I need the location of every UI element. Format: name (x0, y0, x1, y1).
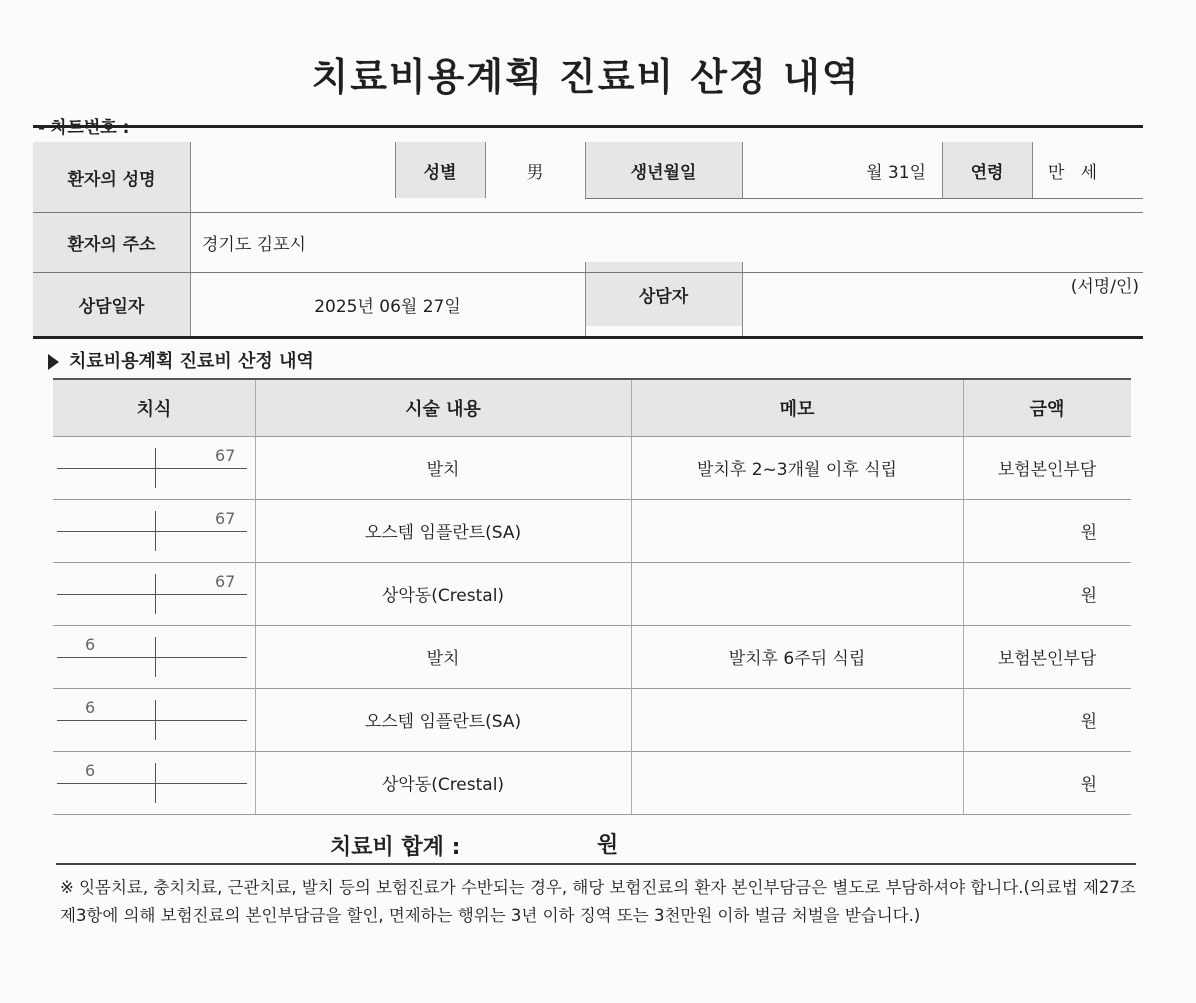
memo-cell (631, 562, 963, 625)
age-label: 연령 (942, 142, 1032, 198)
memo-cell: 발치후 6주뒤 식립 (728, 649, 866, 669)
patient-info-table (33, 125, 1143, 339)
amount-cell: 원 (1080, 712, 1097, 732)
tooth-chart (57, 566, 247, 622)
tooth-chart (57, 692, 247, 748)
total-label: 치료비 합계 : (330, 835, 461, 860)
tooth-number: 6 (85, 698, 96, 717)
birthdate-label: 생년월일 (585, 142, 742, 198)
header-memo: 메모 (631, 380, 963, 436)
chart-number-label: - 차트번호 : (38, 118, 130, 138)
memo-cell (631, 499, 963, 562)
memo-cell (631, 751, 963, 814)
consult-date-value: 2025년 06월 27일 (314, 296, 461, 317)
triangle-bullet-icon (48, 354, 59, 370)
section-title: 치료비용계획 진료비 산정 내역 (69, 351, 314, 372)
patient-name-value (190, 142, 395, 212)
amount-cell: 원 (1080, 586, 1097, 606)
memo-cell: 발치후 2~3개월 이후 식립 (697, 460, 897, 480)
amount-cell: 보험본인부담 (997, 460, 1097, 480)
tooth-chart (57, 755, 247, 811)
amount-cell: 원 (1080, 523, 1097, 543)
total-unit: 원 (597, 833, 619, 858)
tooth-number: 6 (85, 635, 96, 654)
treatment-table (53, 378, 1131, 816)
divider (56, 863, 1136, 865)
consult-date-label: 상담일자 (33, 272, 190, 336)
amount-cell: 보험본인부담 (997, 649, 1097, 669)
patient-name-label: 환자의 성명 (33, 142, 190, 212)
tooth-number: 67 (215, 509, 236, 528)
procedure-cell: 상악동(Crestal) (381, 586, 505, 606)
tooth-number: 67 (215, 446, 236, 465)
section-heading (48, 347, 314, 373)
tooth-number: 6 (85, 761, 96, 780)
address-value: 경기도 김포시 (202, 234, 306, 255)
header-amount: 금액 (963, 380, 1131, 436)
document-title: 치료비용계획 진료비 산정 내역 (311, 55, 861, 99)
header-procedure: 시술 내용 (255, 380, 631, 436)
birthdate-value: 월 31일 (866, 162, 926, 183)
procedure-cell: 발치 (426, 649, 460, 669)
amount-cell: 원 (1080, 775, 1097, 795)
procedure-cell: 오스템 임플란트(SA) (364, 712, 522, 732)
counselor-label: 상담자 (585, 262, 742, 326)
tooth-chart (57, 503, 247, 559)
gender-value: 男 (526, 162, 544, 183)
tooth-chart (57, 629, 247, 685)
notice-text: ※ 잇몸치료, 충치치료, 근관치료, 발치 등의 보험진료가 수반되는 경우, 해당 보험진료의 환자 본인부담금은 별도로 부담하셔야 합니다.(의료법 제27조 제3항에 의해 보험진료의 본인부담금을 할인, 면제하는 행위는 3년 이하 징역 또는 3천만원 이하 벌금 처벌을 받습니다.) (60, 878, 1136, 925)
memo-cell (631, 688, 963, 751)
gender-label: 성별 (395, 142, 485, 198)
address-label: 환자의 주소 (33, 212, 190, 272)
signature-label: (서명/인) (1070, 276, 1139, 297)
procedure-cell: 상악동(Crestal) (381, 775, 505, 795)
tooth-number: 67 (215, 572, 236, 591)
age-value: 만 세 (1048, 162, 1098, 183)
tooth-chart (57, 440, 247, 496)
procedure-cell: 발치 (426, 460, 460, 480)
procedure-cell: 오스템 임플란트(SA) (364, 523, 522, 543)
header-tooth: 치식 (53, 380, 255, 436)
